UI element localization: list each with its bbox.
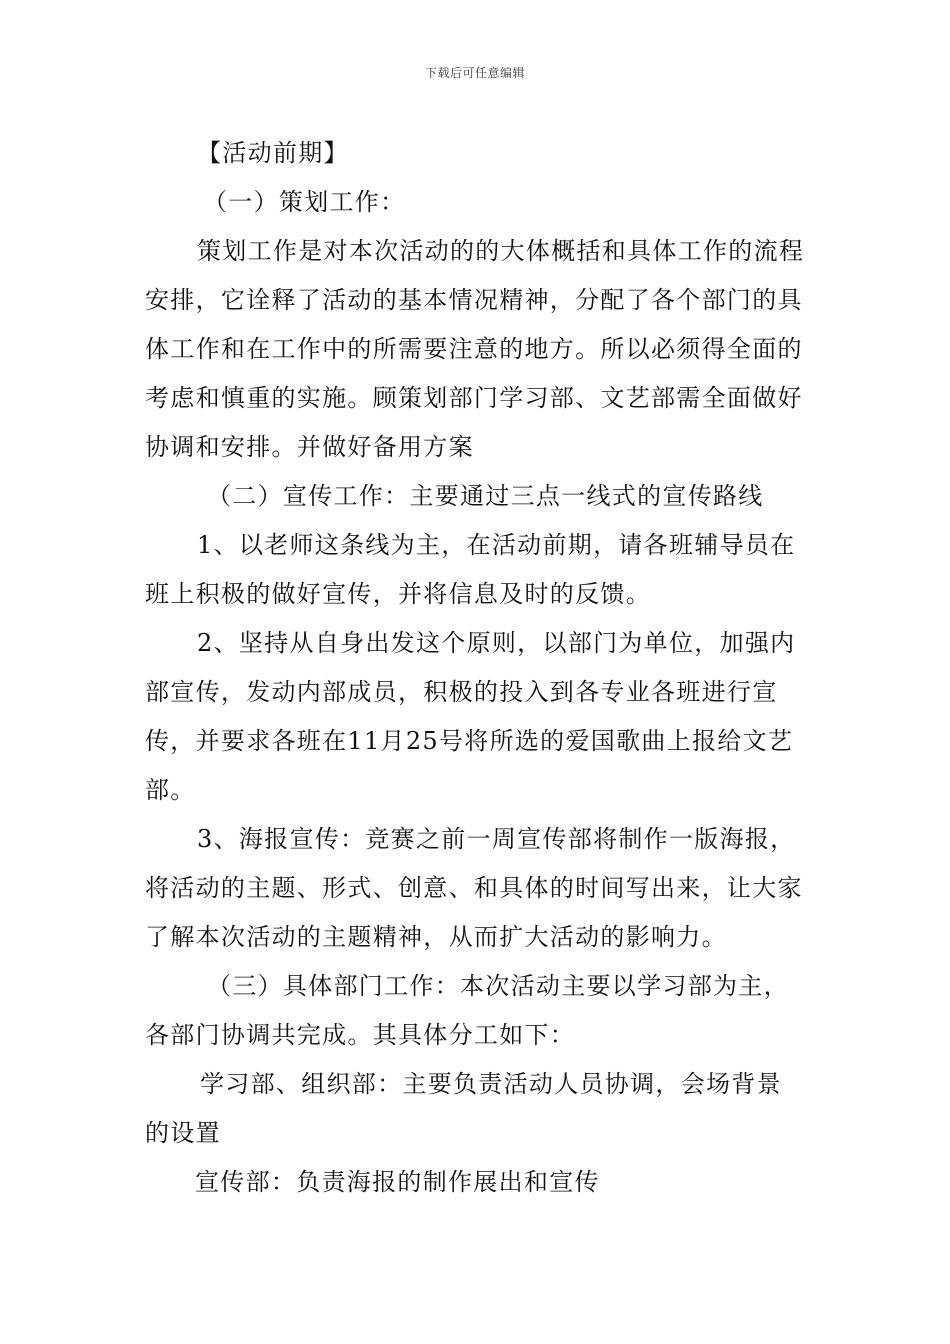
publicity-item-3: 3、海报宣传：竞赛之前一周宣传部将制作一版海报，将活动的主题、形式、创意、和具体的时间写出来，让大家了解本次活动的主题精神，从而扩大活动的影响力。 [145,825,803,951]
section-heading: 【活动前期】 [197,139,349,167]
dept-heading: （三）具体部门工作：本次活动主要以学习部为主，各部门协调共完成。其具体分工如下： [145,972,789,1049]
planning-paragraph: 策划工作是对本次活动的的大体概括和具体工作的流程安排，它诠释了活动的基本情况精神，分配了各个部门的具体工作和在工作中的所需要注意的地方。所以必须得全面的考虑和慎重的实施。顾策划部门学习部、文艺部需全面做好协调和安排。并做好备用方案 [145,237,805,461]
planning-heading: （一）策划工作： [203,188,406,216]
publicity-heading: （二）宣传工作：主要通过三点一线式的宣传路线 [207,482,764,510]
dept-study-org: 学习部、组织部：主要负责活动人员协调，会场背景的设置 [145,1070,782,1147]
document-body [145,129,807,1207]
publicity-item-1: 1、以老师这条线为主，在活动前期，请各班辅导员在班上积极的做好宣传，并将信息及时的反馈。 [145,531,796,608]
dept-publicity: 宣传部：负责海报的制作展出和宣传 [195,1168,600,1196]
page-header: 下载后可任意编辑 [424,66,525,80]
publicity-item-2: 2、坚持从自身出发这个原则，以部门为单位，加强内部宣传，发动内部成员，积极的投入到各专业各班进行宣传，并要求各班在11月25号将所选的爱国歌曲上报给文艺部。 [145,629,796,804]
